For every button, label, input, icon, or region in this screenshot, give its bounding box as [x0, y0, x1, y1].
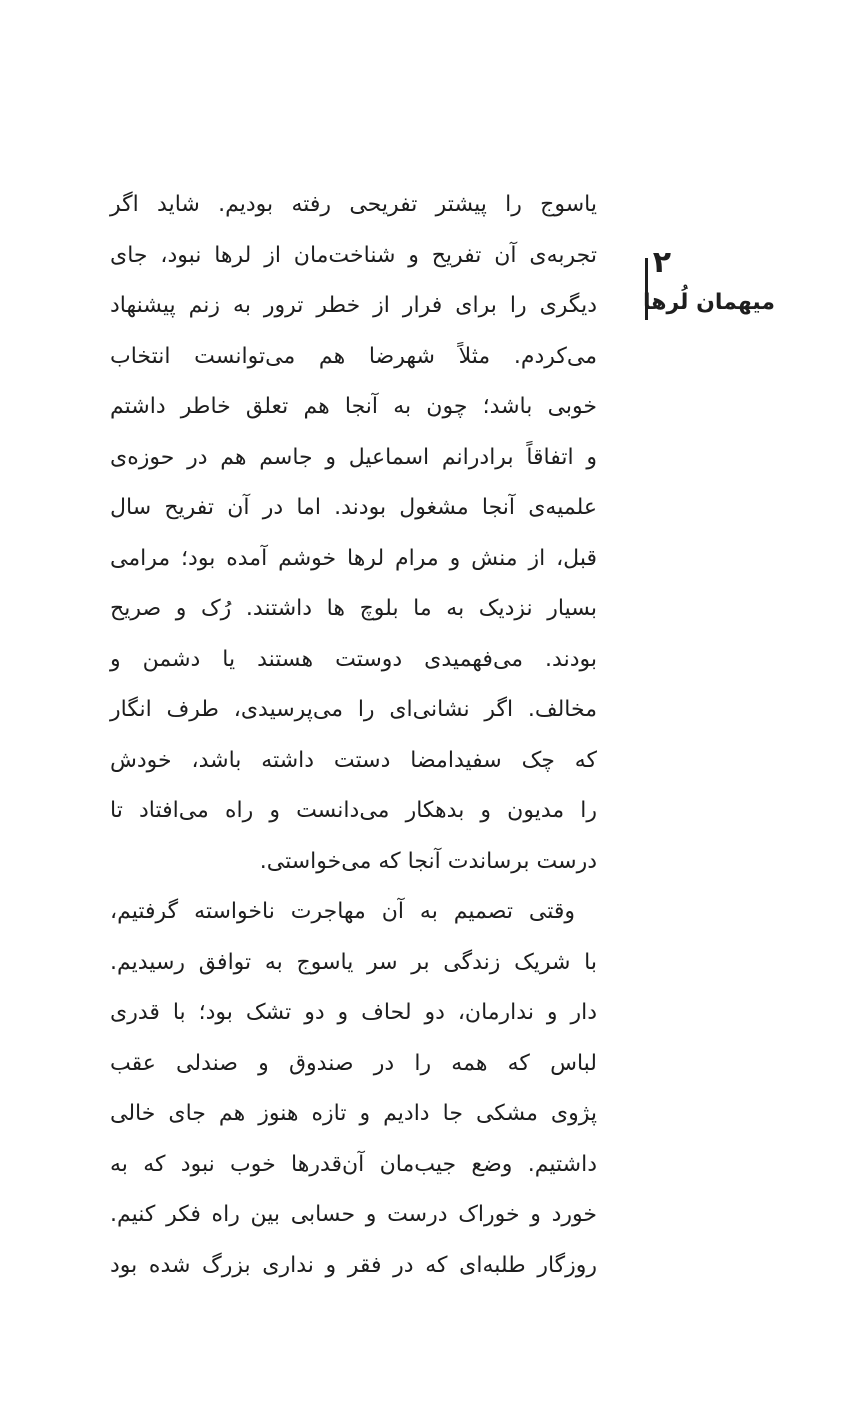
- book-title: میهمان لُرها: [642, 290, 775, 315]
- text-line: یاسوج را پیشتر تفریحی رفته بودیم. شاید اگر: [110, 192, 597, 217]
- text-line: دار و ندارمان، دو لحاف و دو تشک بود؛ با قدری: [110, 1000, 597, 1025]
- text-line: خوبی باشد؛ چون به آنجا هم تعلق خاطر داشتم: [110, 394, 597, 419]
- text-line: می‌کردم. مثلاً شهرضا هم می‌توانست انتخاب: [110, 343, 597, 369]
- text-line: لباس که همه را در صندوق و صندلی عقب: [110, 1050, 597, 1076]
- text-line: درست برساندت آنجا که می‌خواستی.: [259, 848, 597, 874]
- text-line: مخالف. اگر نشانی‌ای را می‌پرسیدی، طرف انگار: [110, 697, 597, 722]
- page-number: ۲: [652, 245, 671, 280]
- text-line: که چک سفیدامضا دستت داشته باشد، خودش: [110, 747, 597, 773]
- text-line: با شریک زندگی بر سر یاسوج به توافق رسیدیم.: [110, 949, 597, 975]
- text-line: و اتفاقاً برادرانم اسماعیل و جاسم هم در حوزه‌ی: [110, 444, 597, 470]
- text-line: قبل، از منش و مرام لرها خوشم آمده بود؛ مرامی: [110, 545, 597, 571]
- text-line: پژوی مشکی جا دادیم و تازه هنوز هم جای خالی: [110, 1101, 597, 1126]
- running-header: [615, 246, 775, 336]
- text-line: بودند. می‌فهمیدی دوستت هستند یا دشمن و: [110, 646, 597, 672]
- text-line: داشتیم. وضع جیب‌مان آن‌قدرها خوب نبود که به: [110, 1151, 597, 1177]
- text-line: بسیار نزدیک به ما بلوچ ها داشتند. رُک و صریح: [110, 596, 597, 621]
- text-line: دیگری را برای فرار از خطر ترور به زنم پیشنهاد: [110, 293, 597, 318]
- text-line: وقتی تصمیم به آن مهاجرت ناخواسته گرفتیم،: [110, 899, 575, 924]
- text-line: علمیه‌ی آنجا مشغول بودند. اما در آن تفریح سال: [110, 495, 597, 520]
- text-line: تجربه‌ی آن تفریح و شناخت‌مان از لرها نبود، جای: [110, 242, 597, 268]
- text-line: خورد و خوراک درست و حسابی بین راه فکر کنیم.: [110, 1202, 597, 1227]
- body-text: [110, 180, 597, 1291]
- text-line: را مدیون و بدهکار می‌دانست و راه می‌افتاد تا: [110, 798, 597, 823]
- text-line: روزگار طلبه‌ای که در فقر و نداری بزرگ شده بود: [110, 1252, 597, 1278]
